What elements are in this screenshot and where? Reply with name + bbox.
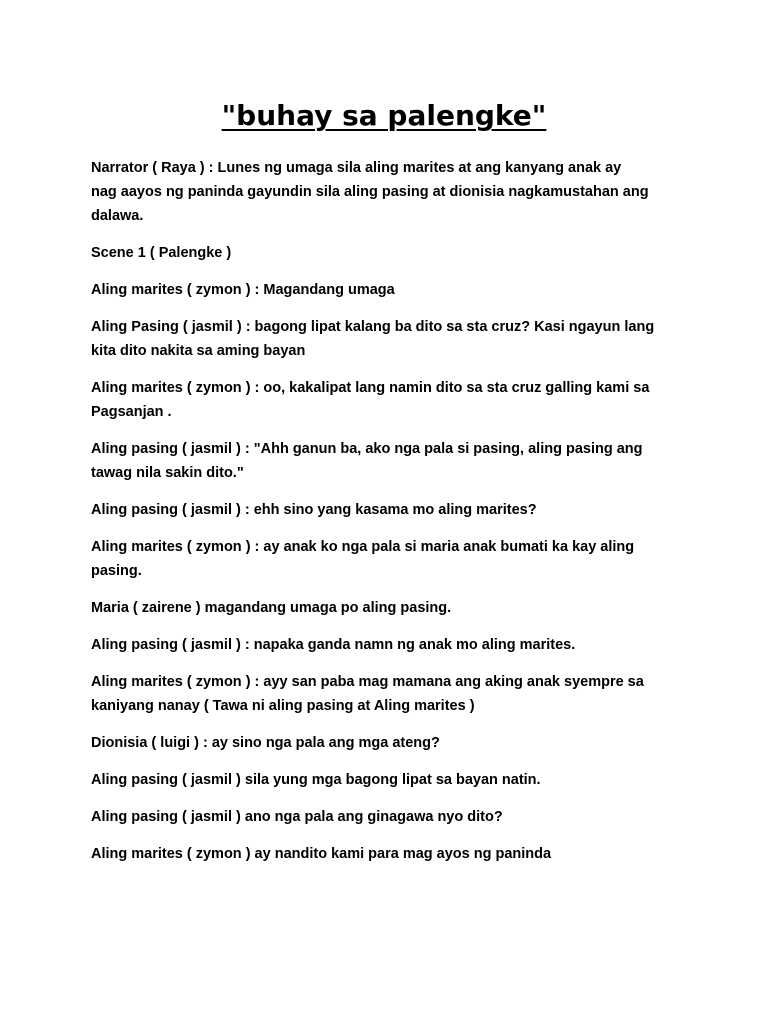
- script-line: Aling marites ( zymon ) ay nandito kami para mag ayos ng paninda: [91, 846, 552, 862]
- script-paragraph: [91, 376, 691, 424]
- script-line: dalawa.: [91, 208, 144, 224]
- script-line: Aling marites ( zymon ) : ayy san paba mag mamana ang aking anak syempre sa: [91, 674, 644, 690]
- script-paragraph: [91, 768, 691, 792]
- script-line: Aling Pasing ( jasmil ) : bagong lipat kalang ba dito sa sta cruz? Kasi ngayun lang: [91, 319, 655, 335]
- script-paragraph: [91, 535, 691, 583]
- script-paragraph: [91, 315, 691, 363]
- script-line: Maria ( zairene ) magandang umaga po aling pasing.: [91, 600, 452, 616]
- script-line: Aling marites ( zymon ) : ay anak ko nga pala si maria anak bumati ka kay aling: [91, 539, 635, 555]
- script-line: Aling pasing ( jasmil ) : napaka ganda namn ng anak mo aling marites.: [91, 637, 576, 653]
- script-paragraph: [91, 156, 691, 228]
- script-line: Scene 1 ( Palengke ): [91, 245, 232, 261]
- script-paragraph: [91, 437, 691, 485]
- script-line: Aling marites ( zymon ) : Magandang umaga: [91, 282, 395, 298]
- script-paragraph: [91, 278, 691, 302]
- script-line: Aling pasing ( jasmil ) : ehh sino yang kasama mo aling marites?: [91, 502, 537, 518]
- script-paragraph: [91, 731, 691, 755]
- script-paragraph: [91, 805, 691, 829]
- script-line: Dionisia ( luigi ) : ay sino nga pala ang mga ateng?: [91, 735, 440, 751]
- script-line: pasing.: [91, 563, 142, 579]
- script-paragraph: [91, 670, 691, 718]
- script-paragraph: [91, 241, 691, 265]
- script-paragraph: [91, 596, 691, 620]
- script-line: Aling marites ( zymon ) : oo, kakalipat lang namin dito sa sta cruz galling kami sa: [91, 380, 650, 396]
- script-line: kaniyang nanay ( Tawa ni aling pasing at Aling marites ): [91, 698, 475, 714]
- script-paragraph: [91, 498, 691, 522]
- document-body: [91, 156, 691, 879]
- script-line: Aling pasing ( jasmil ) : "Ahh ganun ba, ako nga pala si pasing, aling pasing ang: [91, 441, 643, 457]
- script-line: Aling pasing ( jasmil ) ano nga pala ang ginagawa nyo dito?: [91, 809, 503, 825]
- script-paragraph: [91, 633, 691, 657]
- script-line: tawag nila sakin dito.": [91, 465, 244, 481]
- script-paragraph: [91, 842, 691, 866]
- script-line: Pagsanjan .: [91, 404, 172, 420]
- script-line: Narrator ( Raya ) : Lunes ng umaga sila aling marites at ang kanyang anak ay: [91, 160, 622, 176]
- script-line: kita dito nakita sa aming bayan: [91, 343, 306, 359]
- script-line: Aling pasing ( jasmil ) sila yung mga bagong lipat sa bayan natin.: [91, 772, 541, 788]
- document-title: "buhay sa palengke": [221, 99, 547, 132]
- script-line: nag aayos ng paninda gayundin sila aling pasing at dionisia nagkamustahan ang: [91, 184, 649, 200]
